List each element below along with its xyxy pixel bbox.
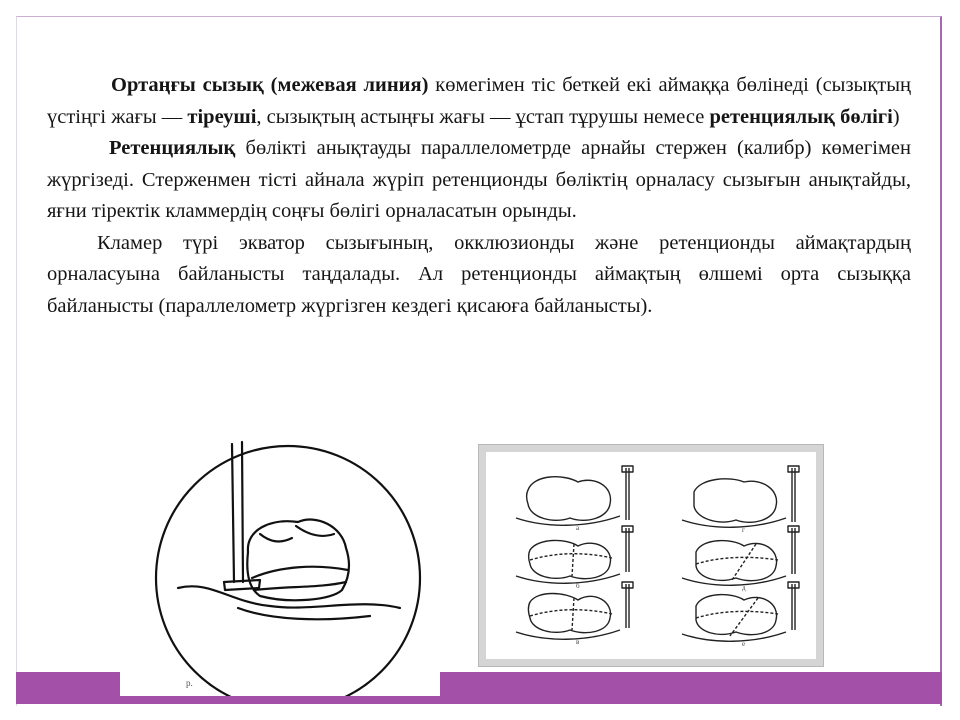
rod-left: [232, 444, 234, 582]
paragraph-1: [47, 70, 911, 133]
diagram-e: [682, 582, 799, 641]
tooth-circle-drawing: [120, 430, 440, 696]
survey-diagrams-panel: [486, 452, 816, 659]
label-b: б: [576, 582, 580, 590]
gum-line-2: [238, 608, 370, 619]
label-d: д: [742, 584, 746, 592]
label-a: а: [576, 524, 580, 532]
text-block: [47, 70, 911, 322]
crown-fissure-1: [260, 534, 292, 541]
paragraph-3: [47, 228, 911, 323]
paragraph-2-text-1: бөлікті анықтауды параллелометрде арнайы стержен (калибр) көмегімен жүргізеді. Стерженмен тісті айнала жүріп ретенционды бөліктің орналасу сызығын анықтайды, яғни тіректік кламмердің соңғы бөлігі орналасатын орынды.: [47, 137, 911, 222]
tooth-parallelometer-figure: [120, 430, 440, 696]
gum-line: [178, 586, 400, 608]
survey-line-1: [252, 567, 348, 578]
diagram-v: [516, 582, 633, 639]
label-e: е: [742, 640, 746, 648]
survey-diagrams-drawing: [486, 452, 816, 659]
rod-tip: [224, 580, 260, 590]
survey-diagrams-figure: [478, 444, 824, 667]
diagram-d: [682, 526, 799, 585]
diagram-a: [516, 466, 633, 525]
paragraph-1-text-3: ): [892, 105, 900, 128]
view-circle: [156, 446, 420, 696]
paragraph-1-bold-2: тіреуші: [187, 105, 257, 128]
crown-fissure-2: [296, 526, 334, 536]
label-g: г: [742, 526, 745, 534]
paragraph-2-bold-1: Ретенциялық: [109, 137, 236, 159]
survey-line-2: [254, 582, 346, 590]
label-v: в: [576, 638, 580, 646]
paragraph-1-text-1: көмегімен тіс беткей екі аймаққа бөлінеді (сызықтың үстіңгі жағы —: [47, 74, 911, 128]
paragraph-1-bold-1: Ортаңғы сызық (межевая линия): [111, 74, 429, 96]
paragraph-1-bold-3: ретенциялық бөлігі: [709, 105, 893, 128]
paragraph-2: [47, 133, 911, 228]
rod-right: [242, 442, 243, 582]
paragraph-3-text-1: Кламер түрі экватор сызығының, окклюзионды және ретенционды аймақтардың орналасуына байланысты таңдалады. Ал ретенционды аймақтың өлшемі орта сызыққа байланысты (параллелометр жүргізген кездегі қисаюға байланысты).: [47, 231, 911, 317]
diagram-b: [516, 526, 633, 583]
figure-left-caption: р.: [186, 678, 193, 688]
diagram-g: [682, 466, 799, 527]
paragraph-1-text-2: , сызықтың астыңғы жағы — ұстап тұрушы немесе: [256, 105, 710, 128]
